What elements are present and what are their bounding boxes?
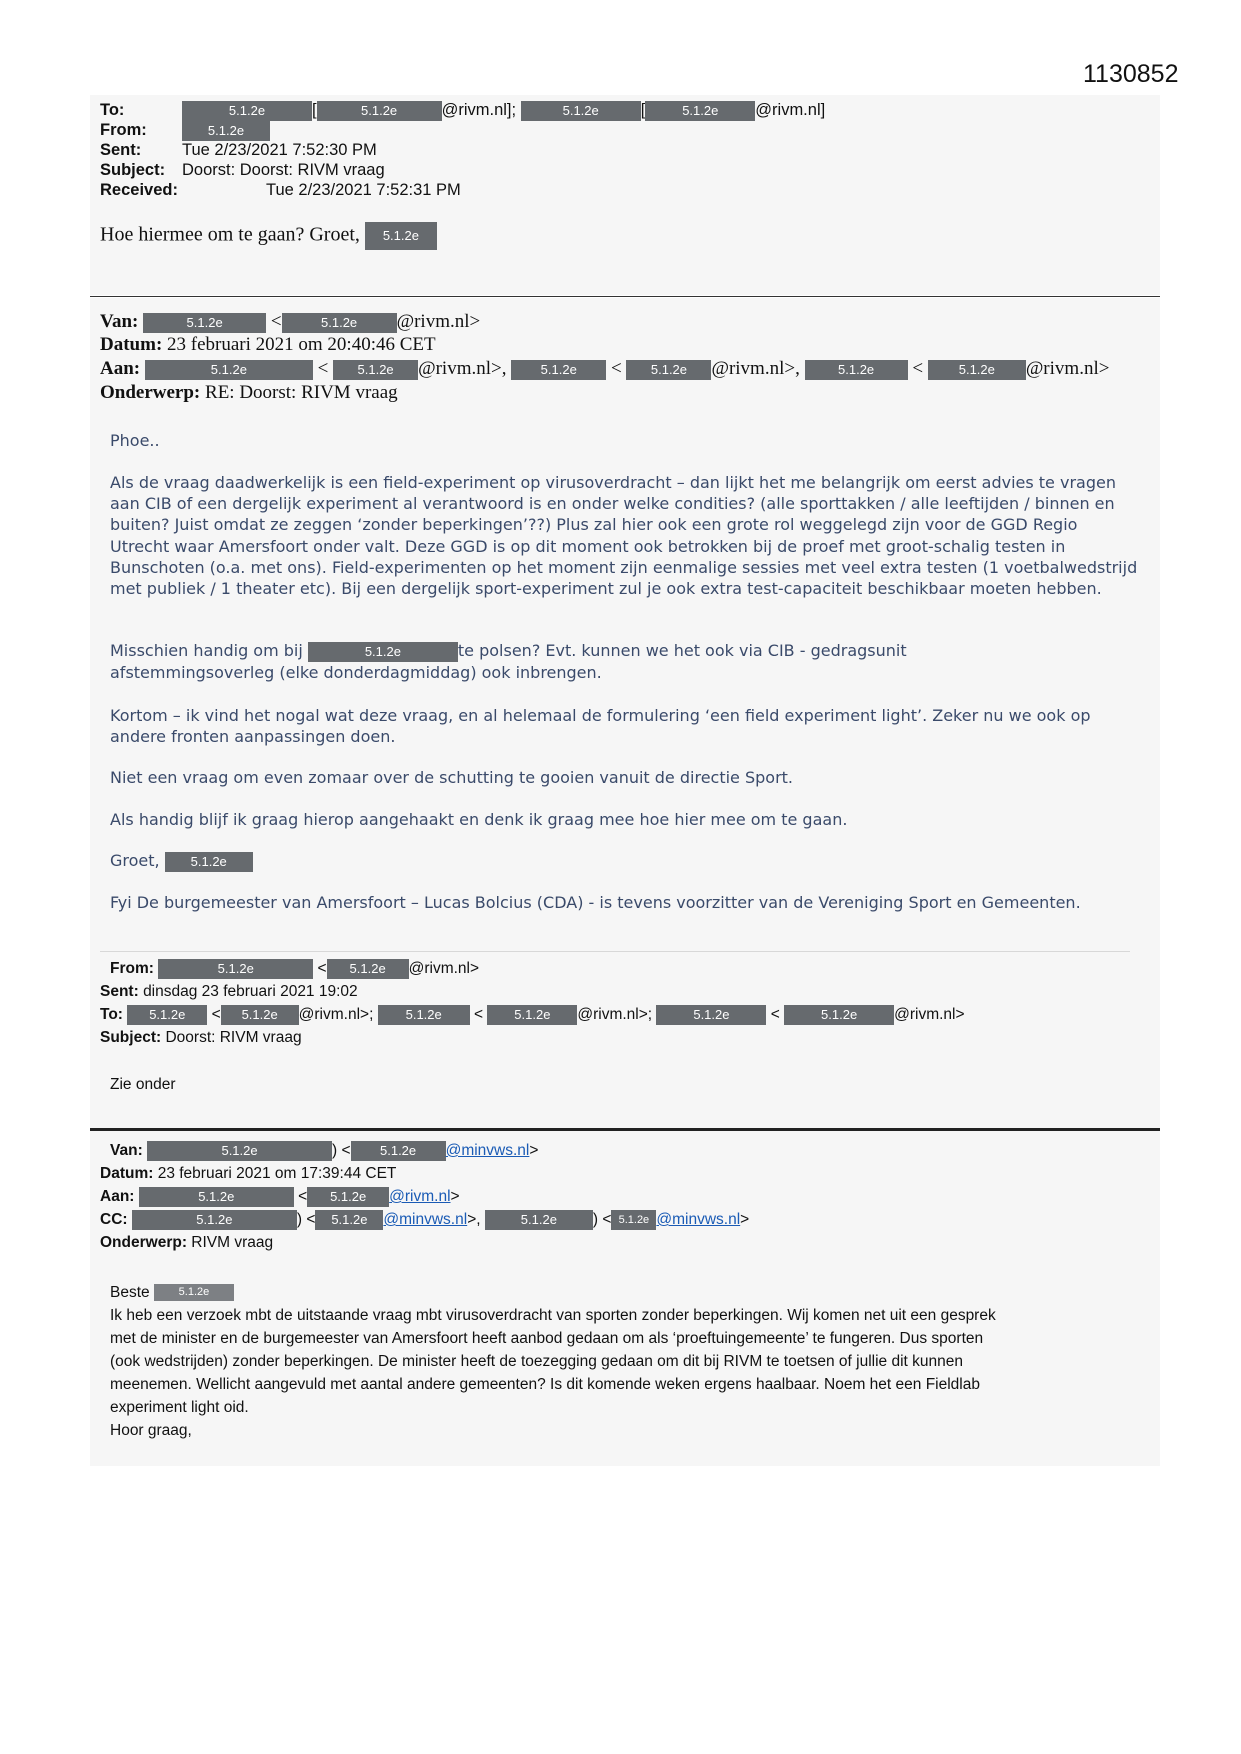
paragraph: Niet een vraag om even zomaar over de schutting te gooien vanuit de directie Sport. — [110, 768, 794, 787]
cc-email-link-2[interactable]: @minvws.nl — [656, 1211, 741, 1228]
body-line: experiment light oid. — [110, 1399, 249, 1416]
cc-label: CC: — [100, 1211, 128, 1228]
email4-van-row — [110, 1139, 538, 1162]
from-label: From: — [100, 121, 147, 139]
lt: < — [317, 960, 327, 977]
redaction: 5.1.2e — [182, 101, 312, 121]
sent-label: Sent: — [100, 983, 139, 1000]
subject-label: Subject: — [100, 161, 166, 179]
datum-value: 23 februari 2021 om 17:39:44 CET — [157, 1165, 397, 1182]
redaction: 5.1.2e — [158, 959, 313, 979]
email2-fyi — [110, 892, 1140, 913]
gt: > — [740, 1211, 750, 1228]
paragraph — [110, 850, 1140, 872]
redaction: 5.1.2e — [784, 1005, 894, 1025]
to-domain-1: @rivm.nl>; — [298, 1006, 374, 1023]
to-domain-2: @rivm.nl] — [755, 101, 826, 119]
redaction: 5.1.2e — [145, 360, 313, 380]
email2-p6 — [110, 809, 1140, 830]
email2-p4 — [110, 705, 1140, 747]
body-text: Zie onder — [110, 1076, 176, 1093]
paren: ) < — [332, 1142, 351, 1159]
redaction: 5.1.2e — [805, 360, 908, 380]
email3-body — [110, 1073, 175, 1096]
van-email-link[interactable]: @minvws.nl — [445, 1142, 530, 1159]
paragraph: Kortom – ik vind het nogal wat deze vraag, en al helemaal de formulering ‘een field experiment light’. Zeker nu we ook op andere fronten aanpassingen doen. — [110, 706, 1091, 747]
paragraph: Als handig blijf ik graag hierop aangehaakt en denk ik graag mee hoe hier mee om te gaan. — [110, 810, 848, 829]
email4-onderwerp-row — [100, 1231, 273, 1254]
cc-email-link-1[interactable]: @minvws.nl — [383, 1211, 468, 1228]
to-domain-1: @rivm.nl]; — [441, 101, 517, 119]
email1-body — [100, 222, 437, 250]
text: Misschien handig om bij — [110, 641, 303, 660]
text: te polsen? Evt. kunnen we het ook via CIB - gedragsunit — [457, 641, 907, 660]
sent-label: Sent: — [100, 141, 142, 159]
body-text: Hoe hiermee om te gaan? Groet, — [100, 223, 360, 246]
closing: Hoor graag, — [110, 1422, 192, 1439]
subject-value: Doorst: RIVM vraag — [165, 1029, 302, 1046]
email1-subject-row — [100, 160, 385, 180]
redaction: 5.1.2e — [147, 1141, 332, 1161]
redaction: 5.1.2e — [307, 1187, 389, 1207]
onderwerp-value: RIVM vraag — [191, 1234, 274, 1251]
redaction: 5.1.2e — [487, 1005, 577, 1025]
redaction: 5.1.2e — [154, 1284, 234, 1301]
email1-to-row — [100, 100, 825, 121]
email2-p3 — [110, 640, 1140, 683]
redaction: 5.1.2e — [315, 1210, 383, 1230]
email2-aan-row — [100, 358, 1109, 380]
redaction: 5.1.2e — [378, 1005, 470, 1025]
received-value: Tue 2/23/2021 7:52:31 PM — [266, 181, 461, 199]
body-line: Ik heb een verzoek mbt de uitstaande vraag mbt virusoverdracht van sporten zonder beperkingen. Wij komen net uit een gesprek — [110, 1307, 996, 1324]
redaction: 5.1.2e — [282, 313, 397, 333]
paren: ) < — [592, 1211, 612, 1228]
from-domain: @rivm.nl> — [408, 960, 480, 977]
body-line: meenemen. Wellicht aangevuld met aantal andere gemeenten? Is dit komende weken ergens haalbaar. Noem het een Fieldlab — [110, 1376, 980, 1393]
document-number: 1130852 — [1083, 60, 1179, 88]
email2-van-row — [100, 311, 480, 333]
van-domain: @rivm.nl> — [396, 311, 481, 332]
paragraph: Als de vraag daadwerkelijk is een field-experiment op virusoverdracht – dan lijkt het me belangrijk om eerst advies te vragen aan CIB of een dergelijk experiment al verantwoord is en onder welke condities? (alle sporttakken / alle leeftijden / binnen en buiten? Juist omdat ze zeggen ‘zonder beperkingen’??) Plus zal hier ook een grote rol weggelegd zijn voor de GGD Regio Utrecht waar Amersfoort onder valt. Deze GGD is op dit moment ook betrokken bij de proef met groot-schalig testen in Bunschoten (o.a. met ons). Field-experimenten op het moment zijn eenmalige sessies met veel extra testen (1 voetbalwedstrijd met publiek / 1 theater etc). Bij een dergelijk sport-experiment zul je ook extra test-capaciteit beschikbaar moeten hebben. — [110, 473, 1138, 599]
lt: < — [610, 358, 622, 379]
body-line: (ook wedstrijden) zonder beperkingen. De minister heeft de toezegging gedaan om dit bij RIVM te toetsen of jullie dit kunnen — [110, 1353, 963, 1370]
redaction: 5.1.2e — [626, 360, 711, 380]
lt: < — [474, 1006, 484, 1023]
redaction: 5.1.2e — [308, 642, 458, 662]
lt: < — [270, 311, 282, 332]
aan-label: Aan: — [100, 1188, 135, 1205]
aan-domain-1: @rivm.nl>, — [418, 358, 507, 379]
onderwerp-value: RE: Doorst: RIVM vraag — [205, 382, 398, 403]
subject-label: Subject: — [100, 1029, 162, 1046]
email2-p2 — [110, 472, 1140, 599]
redaction: 5.1.2e — [132, 1210, 297, 1230]
redaction: 5.1.2e — [365, 222, 437, 250]
lt: < — [298, 1188, 308, 1205]
bracket: [ — [640, 101, 646, 119]
received-label: Received: — [100, 181, 178, 199]
redaction: 5.1.2e — [143, 313, 266, 333]
to-label: To: — [100, 101, 125, 119]
lt: < — [912, 358, 924, 379]
to-domain-2: @rivm.nl>; — [577, 1006, 653, 1023]
bracket: [ — [312, 101, 317, 119]
from-label: From: — [110, 960, 154, 977]
to-domain-3: @rivm.nl> — [894, 1006, 965, 1023]
gt: > — [529, 1142, 539, 1159]
redaction: 5.1.2e — [351, 1141, 446, 1161]
to-label: To: — [100, 1006, 123, 1023]
onderwerp-label: Onderwerp: — [100, 1234, 187, 1251]
email1-sent-row — [100, 140, 377, 160]
email2-datum-row — [100, 334, 436, 356]
email4-body — [110, 1304, 996, 1442]
lt: < — [770, 1006, 780, 1023]
redaction: 5.1.2e — [333, 360, 418, 380]
redaction: 5.1.2e — [182, 121, 270, 141]
gt: >, — [467, 1211, 481, 1228]
email1-from-row — [100, 120, 270, 141]
email2-groet — [110, 850, 1140, 872]
aan-domain-2: @rivm.nl>, — [711, 358, 800, 379]
subject-value: Doorst: Doorst: RIVM vraag — [182, 161, 385, 179]
redaction: 5.1.2e — [127, 1005, 207, 1025]
aan-label: Aan: — [100, 358, 141, 379]
redaction: 5.1.2e — [645, 101, 755, 121]
redaction: 5.1.2e — [928, 360, 1026, 380]
redaction: 5.1.2e — [327, 959, 409, 979]
email3-subject-row — [100, 1026, 302, 1049]
redaction: 5.1.2e — [521, 101, 641, 121]
redaction: 5.1.2e — [165, 852, 253, 872]
lt: < — [211, 1006, 221, 1023]
email4-beste — [110, 1281, 234, 1304]
onderwerp-label: Onderwerp: — [100, 382, 201, 403]
lt: < — [317, 358, 329, 379]
redaction: 5.1.2e — [511, 360, 606, 380]
sent-value: Tue 2/23/2021 7:52:30 PM — [182, 141, 377, 159]
salutation: Beste — [110, 1284, 150, 1301]
datum-label: Datum: — [100, 334, 163, 355]
van-label: Van: — [110, 1142, 143, 1159]
body-line: met de minister en de burgemeester van Amersfoort heeft aanbod gedaan om als ‘proeftuingemeente’ te fungeren. Dus sporten — [110, 1330, 984, 1347]
aan-email-link[interactable]: @rivm.nl — [389, 1188, 451, 1205]
text: Groet, — [110, 851, 160, 870]
paragraph-line: afstemmingsoverleg (elke donderdagmiddag) ook inbrengen. — [110, 662, 602, 682]
sent-value: dinsdag 23 februari 2021 19:02 — [143, 983, 358, 1000]
divider — [100, 951, 1130, 952]
email2-onderwerp-row — [100, 382, 398, 404]
email3-to-row — [100, 1003, 965, 1026]
paren: ) < — [296, 1211, 316, 1228]
paragraph: Phoe.. — [110, 431, 160, 450]
email2-p1 — [110, 430, 1140, 451]
redaction: 5.1.2e — [221, 1005, 299, 1025]
redaction: 5.1.2e — [317, 101, 442, 121]
email3-from-row — [110, 957, 479, 980]
redaction: 5.1.2e — [656, 1005, 766, 1025]
email4-aan-row — [100, 1185, 460, 1208]
redaction: 5.1.2e — [485, 1210, 593, 1230]
divider — [90, 296, 1160, 297]
email4-cc-row — [100, 1208, 749, 1231]
paragraph: Fyi De burgemeester van Amersfoort – Lucas Bolcius (CDA) - is tevens voorzitter van de Vereniging Sport en Gemeenten. — [110, 893, 1081, 912]
email3-sent-row — [100, 980, 358, 1003]
redaction: 5.1.2e — [611, 1210, 656, 1230]
van-label: Van: — [100, 311, 139, 332]
email4-datum-row — [100, 1162, 396, 1185]
paragraph — [110, 640, 1140, 662]
gt: > — [450, 1188, 460, 1205]
redaction: 5.1.2e — [139, 1187, 294, 1207]
email2-p5 — [110, 767, 1140, 788]
datum-label: Datum: — [100, 1165, 154, 1182]
email1-received-row — [100, 180, 461, 200]
datum-value: 23 februari 2021 om 20:40:46 CET — [167, 334, 436, 355]
aan-domain-3: @rivm.nl> — [1025, 358, 1110, 379]
